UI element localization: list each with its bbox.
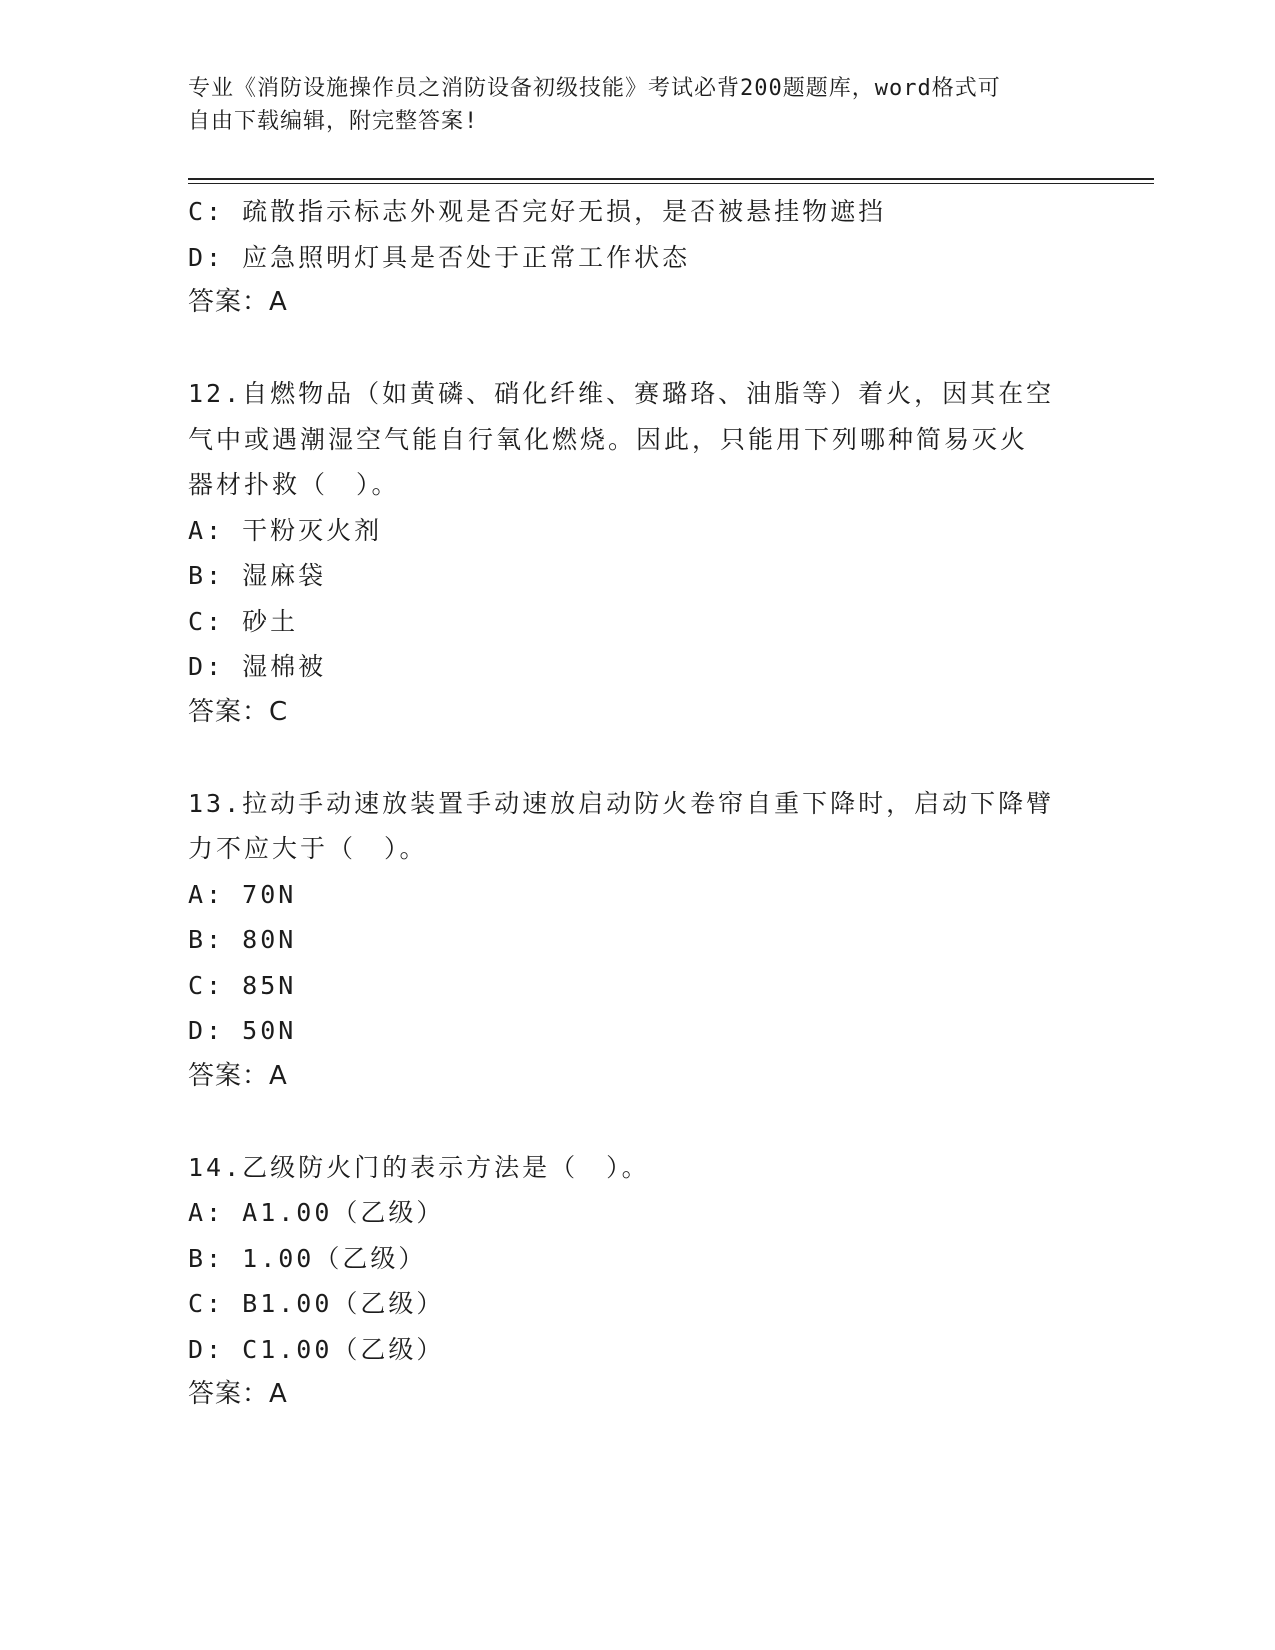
question-12-text-line: 12.自燃物品（如黄磷、硝化纤维、赛璐珞、油脂等）着火，因其在空: [188, 379, 1055, 408]
header-line-1: 专业《消防设施操作员之消防设备初级技能》考试必背200题题库，word格式可: [188, 76, 1001, 101]
option-d: D: 湿棉被: [188, 652, 327, 681]
option-c: C: 85N: [188, 970, 297, 1000]
question-list: [188, 189, 1088, 1418]
question-14-block: [188, 1145, 1088, 1418]
answer-line: 答案：A: [188, 1379, 288, 1409]
question-13-text-line: 13.拉动手动速放装置手动速放启动防火卷帘自重下降时，启动下降臂: [188, 788, 1055, 818]
header-line-2: 自由下载编辑，附完整答案!: [188, 109, 479, 134]
header-divider-thick: [188, 178, 1154, 180]
header-divider-thin: [188, 183, 1154, 184]
question-14-text-line: 14.乙级防火门的表示方法是（ ）。: [188, 1152, 650, 1182]
question-12-text-line: 器材扑救（ ）。: [188, 470, 400, 499]
question-12-text-line: 气中或遇潮湿空气能自行氧化燃烧。因此，只能用下列哪种简易灭火: [188, 424, 1029, 454]
option-c: C: B1.00（乙级）: [188, 1289, 445, 1318]
option-b: B: 1.00（乙级）: [188, 1243, 427, 1273]
option-a: A: 70N: [188, 879, 297, 909]
question-13-text-line: 力不应大于（ ）。: [188, 834, 428, 863]
spacer: [188, 1099, 1088, 1145]
question-13-block: [188, 781, 1088, 1100]
option-a: A: 干粉灭火剂: [188, 515, 383, 545]
option-a: A: A1.00（乙级）: [188, 1198, 445, 1227]
answer-line: 答案：C: [188, 696, 289, 727]
option-c: C: 砂土: [188, 606, 299, 636]
option-b: B: 湿麻袋: [188, 561, 327, 590]
spacer: [188, 735, 1088, 781]
option-b: B: 80N: [188, 925, 297, 954]
option-d: D: 50N: [188, 1016, 297, 1045]
document-header: [188, 72, 1068, 138]
option-d: D: 应急照明灯具是否处于正常工作状态: [188, 242, 691, 272]
prev-question-block: [188, 189, 1088, 326]
spacer: [188, 326, 1088, 372]
answer-line: 答案：A: [188, 287, 288, 317]
question-12-block: [188, 371, 1088, 735]
answer-line: 答案：A: [188, 1060, 288, 1091]
option-d: D: C1.00（乙级）: [188, 1334, 445, 1364]
option-c: C: 疏散指示标志外观是否完好无损，是否被悬挂物遮挡: [188, 197, 887, 226]
